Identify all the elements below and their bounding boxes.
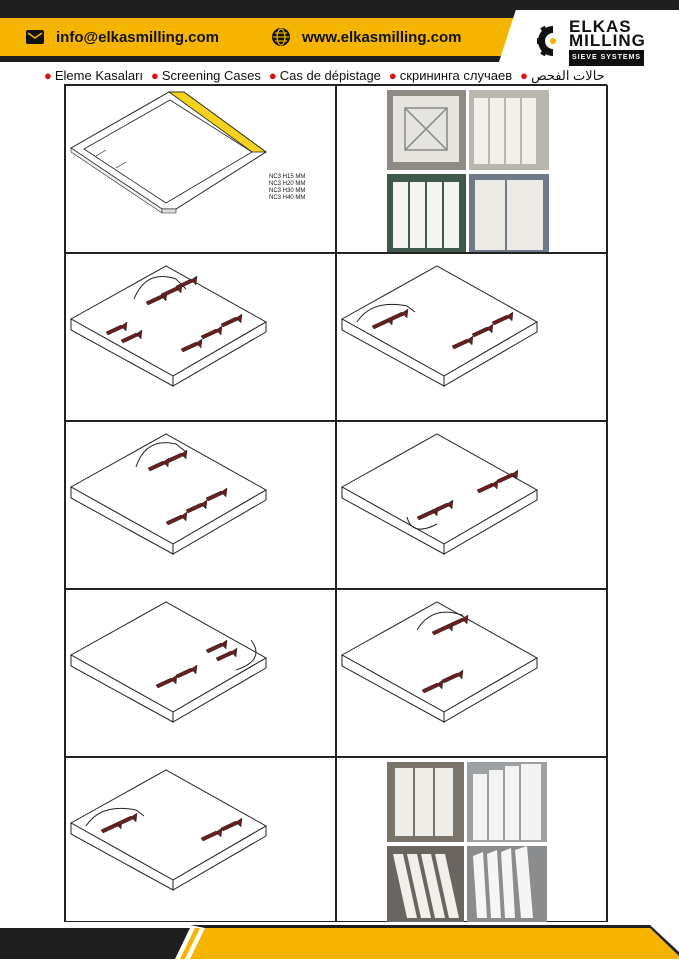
- diagram-case-5: [65, 589, 336, 757]
- email-text[interactable]: info@elkasmilling.com: [56, 28, 219, 46]
- photo-cell-bottom: [336, 757, 608, 923]
- diagram-case-3: [65, 421, 336, 589]
- product-grid: [64, 84, 607, 922]
- diagram-case-4: [336, 421, 608, 589]
- company-logo: [535, 17, 646, 66]
- gear-icon: [535, 22, 565, 65]
- top-border: [0, 0, 679, 8]
- title-en: ● Screening Cases: [151, 68, 261, 83]
- photo-collage-bottom: [337, 758, 608, 923]
- diagram-case-7: [65, 757, 336, 923]
- title-fr: ● Cas de dépistage: [268, 68, 381, 83]
- email-contact[interactable]: [24, 28, 219, 46]
- frame-drawing-cell: [65, 85, 336, 253]
- diagram-case-1: [65, 253, 336, 421]
- globe-icon: [270, 28, 292, 46]
- diagram-case-6: [336, 589, 608, 757]
- logo-line-2: MILLING: [569, 31, 646, 50]
- website-contact[interactable]: [270, 28, 462, 46]
- diagram-case-2: [336, 253, 608, 421]
- title-row: [44, 68, 605, 84]
- envelope-icon: [24, 28, 46, 46]
- frame-drawing: [66, 86, 336, 253]
- photo-collage-top: [337, 86, 608, 253]
- footer-bar: [0, 922, 679, 959]
- logo-tagline: SIEVE SYSTEMS: [569, 50, 644, 66]
- frame-dimensions: NC3 H15 MM NC3 H20 MM NC3 H30 MM NC3 H40 MM: [269, 174, 306, 201]
- website-text[interactable]: www.elkasmilling.com: [302, 28, 462, 46]
- title-tr: ● Eleme Kasaları: [44, 68, 144, 83]
- title-ru: ● скрининга случаев: [388, 68, 513, 83]
- logo-line-1: ELKAS: [569, 17, 632, 36]
- title-ar: ● حالات الفحص: [520, 68, 605, 83]
- photo-cell-top: [336, 85, 608, 253]
